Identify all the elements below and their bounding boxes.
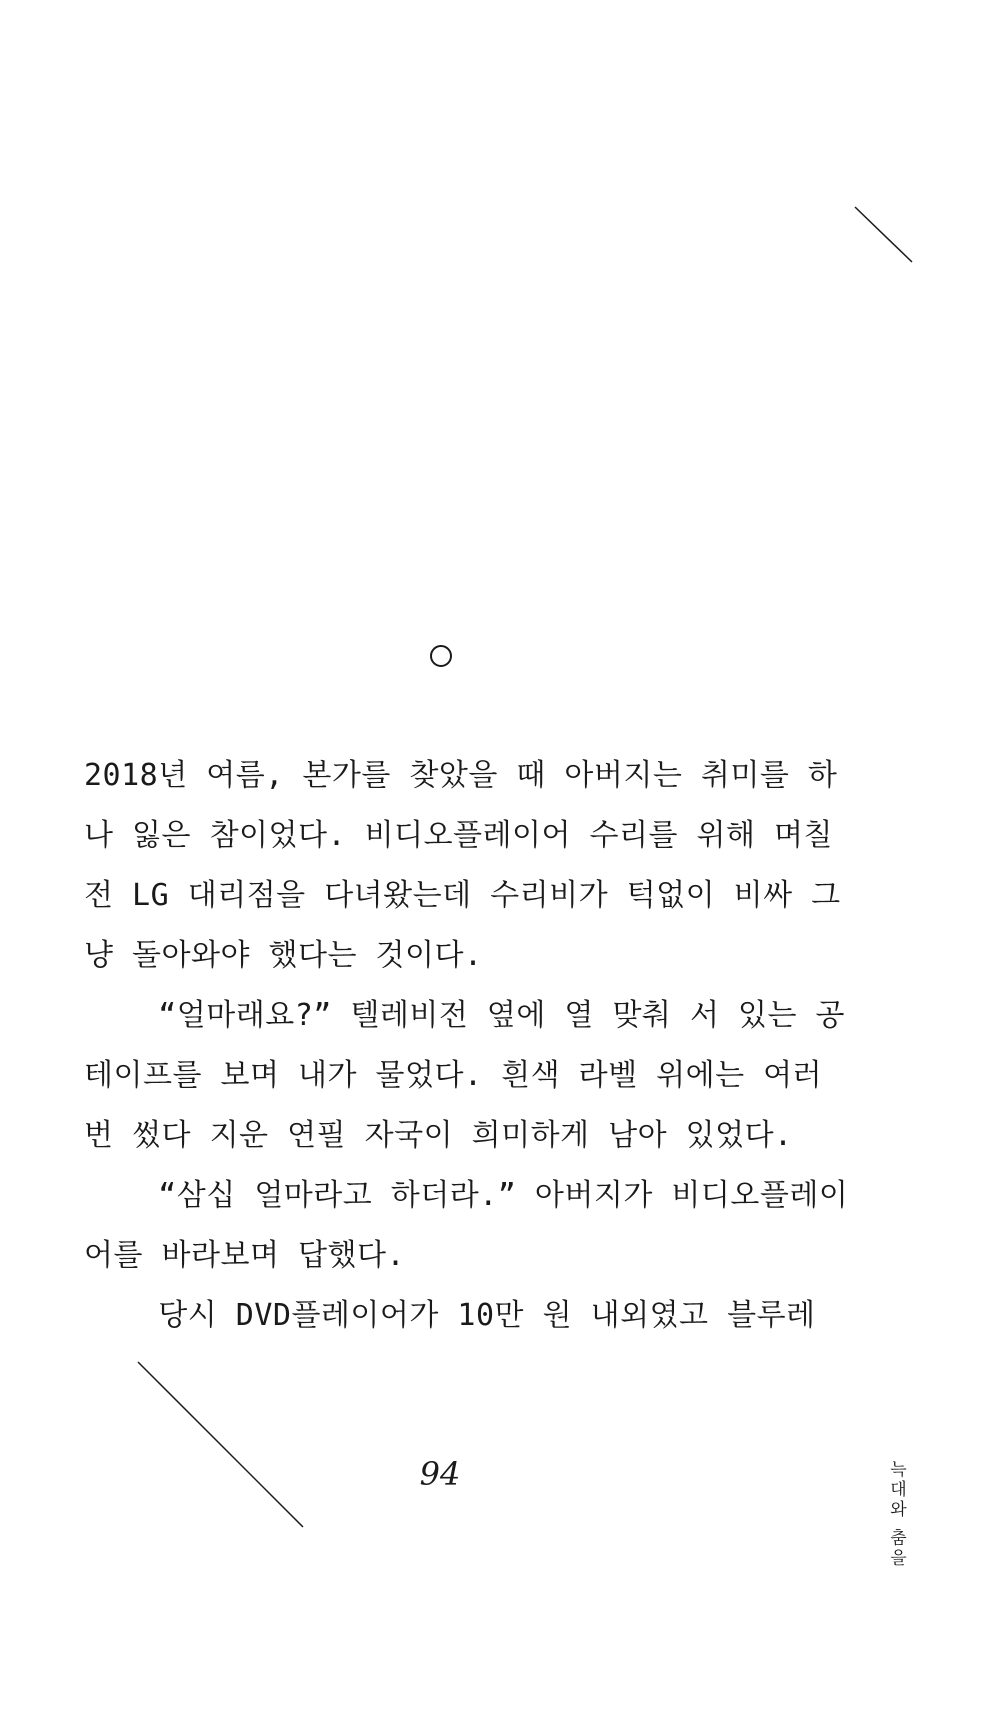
text-line: “삼십 얼마라고 하더라.” 아버지가 비디오플레이 [84,1178,849,1213]
text-line: 테이프를 보며 내가 물었다. 흰색 라벨 위에는 여러 [84,1058,823,1093]
section-break-circle [430,645,452,667]
text-line: “얼마래요?” 텔레비전 옆에 열 맞춰 서 있는 공 [84,998,846,1033]
text-line: 당시 DVD플레이어가 10만 원 내외였고 블루레 [84,1298,816,1333]
decorative-line-top-right-stroke [855,207,912,262]
page-number: 94 [419,1455,461,1493]
text-line: 번 썼다 지운 연필 자국이 희미하게 남아 있었다. [84,1118,793,1153]
text-line: 냥 돌아와야 했다는 것이다. [84,938,483,973]
text-line: 2018년 여름, 본가를 찾았을 때 아버지는 취미를 하 [84,758,838,793]
text-line: 어를 바라보며 답했다. [84,1238,406,1273]
text-line: 전 LG 대리점을 다녀왔는데 수리비가 턱없이 비싸 그 [84,878,841,913]
text-line: 나 잃은 참이었다. 비디오플레이어 수리를 위해 며칠 [84,818,834,853]
running-title: 늑대와 춤을 [886,1460,906,1569]
decorative-line-bottom-left-stroke [138,1362,303,1527]
